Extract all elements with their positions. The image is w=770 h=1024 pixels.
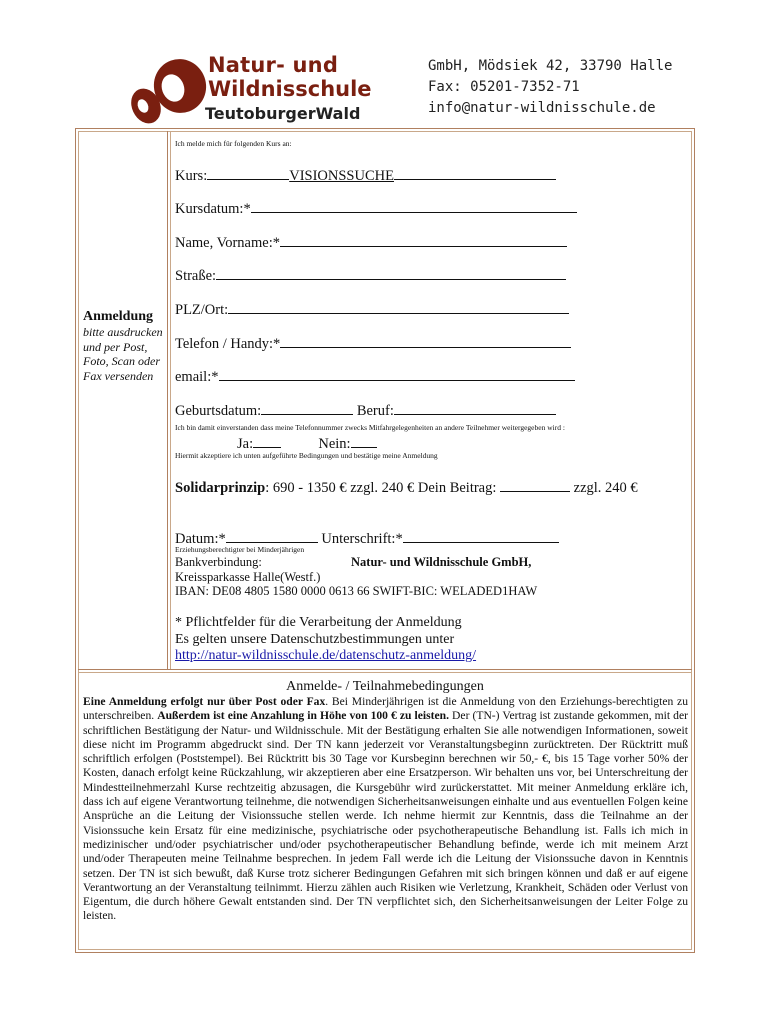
datum-field[interactable]: [226, 529, 318, 543]
unterschrift-label: Unterschrift:*: [321, 531, 403, 547]
iban: IBAN: DE08 4805 1580 0000 0613 66 SWIFT-BIC: WELADED1HAW: [175, 584, 538, 598]
solidar-end: zzgl. 240 €: [573, 480, 638, 496]
conditions-bold-2: Außerdem ist eine Anzahlung in Höhe von 100 € zu leisten.: [157, 709, 449, 723]
address: GmbH, Mödsiek 42, 33790 Halle: [428, 58, 673, 74]
name-field[interactable]: [280, 233, 567, 247]
guardian-note: Erziehungsberechtigter bei Minderjährigen: [175, 545, 305, 554]
email-field[interactable]: [219, 367, 575, 381]
solidar-row: [175, 478, 638, 497]
bank-name: Natur- und Wildnisschule GmbH,: [351, 555, 532, 569]
datum-label: Datum:*: [175, 531, 226, 547]
name-row: [175, 233, 567, 252]
conditions-bold-1: Eine Anmeldung erfolgt nur über Post oder Fax: [83, 695, 326, 708]
logo-line3: TeutoburgerWald: [205, 104, 361, 123]
strasse-label: Straße:: [175, 268, 217, 284]
conditions-part-b: Der (TN-) Vertrag ist zustande gekommen, mit der schriftlichen Bestätigung der Natur- und Wildnisschule. Mit der Bestätigung erhalten Sie alle notwendigen Informationen, soweit diese nicht im Programm abgedruckt sind. Der TN kann jederzeit vor Veranstaltungsbeginn zurücktreten. Der Rücktritt muß schriftlich erfolgen (Poststempel). Bei Rücktritt bis 30 Tage vor Kursbeginn berechnen wir 50,- €, bis 15 Tage vorher 50% der Kosten, danach erfolgt keine Rückzahlung, wir akzeptieren aber eine Ersatzperson. Wir behalten uns vor, bei Unterschreitung der Mindestteilnehmerzahl Kurse rechtzeitig abzusagen, die Kursgebühr wird zurückerstattet. Mit meiner Anmeldung erkläre ich, dass ich auf eigene Verantwortung teilnehme, die notwendigen Sicherheitsanweisungen einhalte und aus eventuellen Folgen keine Ansprüche an die Leitung der Visionssuche stellen werde. Ich nehme hiermit zur Kenntnis, dass die Teilnahme an der Visionssuche kein Ersatz für eine medizinische, psychiatrische oder psychotherapeutische Behandlung ist. Falls ich mich in medizinischer und/oder psychiatrischer und/oder psychotherapeutischer Behandlung befinde, werde ich mit meinem Arzt und/oder Therapeuten meine Teilnahme besprechen. In jedem Fall werde ich die Leitung der Visionssuche davon in Kenntnis setzen. Der TN ist sich bewußt, daß Kurse trotz sicherer Bedingungen Gefahren mit sich bringen können und daß er auf eigene Verantwortung an der Veranstaltung teilnimmt. Hierzu zählen auch Risiken wie Verletzung, Krankheit, Schäden oder Verlust von Eigentum, die durch höhere Gewalt entstanden sind. Der TN verpflichtet sich, den Sicherheitsanweisungen der Leiter Folge zu leisten.: [83, 709, 688, 923]
logo-line1: Natur- und: [208, 53, 339, 77]
email-row: [175, 367, 575, 386]
bank-label: Bankverbindung:: [175, 555, 262, 569]
side-title: Anmeldung: [83, 309, 154, 324]
pflicht-note: * Pflichtfelder für die Verarbeitung der Anmeldung: [175, 615, 462, 630]
form-intro: Ich melde mich für folgenden Kurs an:: [175, 139, 292, 148]
fax: Fax: 05201-7352-71: [428, 79, 580, 95]
unterschrift-field[interactable]: [403, 529, 559, 543]
beruf-label: Beruf:: [356, 403, 394, 419]
geburtsdatum-label: Geburtsdatum:: [175, 403, 262, 419]
accept-text: Hiermit akzeptiere ich unten aufgeführte Bedingungen und bestätige meine Anmeldung: [175, 451, 438, 460]
plz-label: PLZ/Ort:: [175, 302, 229, 318]
kursdatum-field[interactable]: [251, 199, 577, 213]
kurs-line-a: [207, 166, 289, 180]
section-divider-inner: [78, 672, 692, 673]
telefon-label: Telefon / Handy:*: [175, 336, 281, 352]
plz-row: [175, 300, 569, 319]
side-instructions: bitte ausdrucken und per Post, Foto, Scan oder Fax versenden: [83, 325, 163, 383]
beruf-field[interactable]: [394, 401, 556, 415]
conditions-title: Anmelde- / Teilnahmebedingungen: [286, 679, 484, 694]
nein-label: Nein:: [318, 436, 351, 452]
datenschutz-link[interactable]: http://natur-wildnisschule.de/datenschutz-anmeldung/: [175, 648, 477, 663]
telefon-row: [175, 334, 571, 353]
kursdatum-row: [175, 199, 577, 218]
section-divider: [78, 669, 692, 670]
kursdatum-label: Kursdatum:*: [175, 201, 251, 217]
consent-text: Ich bin damit einverstanden dass meine Telefonnummer zwecks Mitfahrgelegenheiten an andere Teilnehmer weitergegeben wird :: [175, 423, 565, 432]
email-contact[interactable]: info@natur-wildnisschule.de: [428, 100, 656, 116]
geburtsdatum-field[interactable]: [261, 401, 353, 415]
conditions-part-a: . Bei Minderjährigen ist die Anmeldung von den Erziehungs-berechtigten zu unterschreiben.: [83, 695, 688, 723]
telefon-field[interactable]: [280, 334, 571, 348]
nein-field[interactable]: [351, 434, 377, 448]
kurs-value: VISIONSSUCHE: [289, 168, 394, 184]
conditions-text: [83, 695, 688, 924]
beitrag-field[interactable]: [500, 478, 570, 492]
logo-line2: Wildnisschule: [208, 77, 372, 101]
bank-institution: Kreissparkasse Halle(Westf.): [175, 570, 321, 584]
kurs-label: Kurs:: [175, 168, 208, 184]
plz-field[interactable]: [228, 300, 569, 314]
datenschutz-note: Es gelten unsere Datenschutzbestimmungen unter: [175, 632, 455, 647]
strasse-field[interactable]: [216, 266, 566, 280]
column-divider-inner: [170, 131, 171, 670]
name-label: Name, Vorname:*: [175, 235, 280, 251]
kurs-row: [175, 166, 556, 185]
geburtsdatum-row: [175, 401, 556, 420]
ja-label: Ja:: [237, 436, 254, 452]
solidar-label: Solidarprinzip: [175, 480, 266, 496]
email-label: email:*: [175, 369, 219, 385]
column-divider: [167, 131, 168, 670]
ja-field[interactable]: [253, 434, 281, 448]
solidar-text: : 690 - 1350 € zzgl. 240 € Dein Beitrag:: [265, 480, 497, 496]
strasse-row: [175, 266, 566, 285]
kurs-line-b[interactable]: [394, 166, 556, 180]
